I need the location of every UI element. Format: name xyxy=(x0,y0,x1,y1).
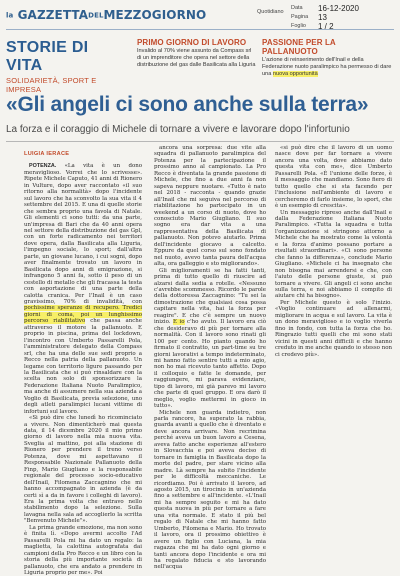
paragraph-text: «La vita è un dono meraviglioso. Vorrei che lo scrivesse». Ripete Michele Caputo, 41 anni di Rionero in Vulture, dopo aver raccontato «il suo ritorno alla normalità» dopo l'incidente sul lavoro che ha sconvolto la sua vita il 4 settembre del 2015. E una di quelle storie che sembra proprio una favola di Natale. Gli elementi ci sono tutti: da una parte, un'impresa di Bari che da 40 anni opera nel settore della distribuzione del gas Gpl, con un forte radicamento nei territori dove opera, dalla Basilicata alla Liguria, l'impegno sociale, lo sport; dall'altra parte, un giovane lucano, i cui sogni, dopo aver finalmente trovato un lavoro in Basilicata dopo anni di emigrazione, si infrangono 5 anni fa, sotto il peso di un cestello di metallo che gli fracassa la testa con asportazione di una parte della calotta cranica. Per l'Inail è un caso gravissimo, 70% di invalidità, con xyxy=(24,163,142,305)
newspaper-logo xyxy=(6,8,206,22)
sheet-label: Foglio xyxy=(291,23,306,29)
article-column-2 xyxy=(154,145,266,571)
paragraph xyxy=(24,163,142,415)
paragraph-text: che passa anche attraverso il motore la pallanuoto. E proprio in piscina, prima del lockdown, l'incontro con Umberto Passarelli Pola, l'amministratore delegato della Compass srl, che ha una delle sue sedi proprio a Recco nella patria della pallanuoto. Un legame con territorio ligure passando per la Basilicata che si può rinsaldare con la scelta non solo di sponsorizzare la Federazione Italiana Nuoto Paralimpico, ma anche di assumere nella sua azienda a Voglio di Basilicata, previa selezione, uno degli atleti paralimpici lucani vittime di infortuni sul lavoro. xyxy=(24,318,142,415)
article-column-1 xyxy=(24,145,142,576)
paragraph: Un messaggio ripreso anche dall'Inail e dalla Federazione Italiana Nuoto Paralimpico. «Tutta la squadra e tutta l'organizzazione si stringono attorno a Michele che ha mostrato come la volontà e la forza d'animo possano portare a risultati straordinari». «Ci sono persone che fanno la differenza», conclude Mario Giugliano. «Michele ci ha insegnato che non bisogna mai arrendersi e che, con l'aiuto delle persone giuste, si può tornare a vivere. Gli angeli ci sono anche sulla terra, e noi abbiamo il compito di aiutare chi ha bisogno». xyxy=(275,209,392,300)
highlighted-text: pochissime speranze di recupero. Tredici giorni di coma, poi un lunghissimo percorso riabilitativo xyxy=(24,305,142,325)
section-subtitle: SOLIDARIETÀ, SPORT E IMPRESA xyxy=(6,76,97,94)
paragraph: La prima grande emozione, ma non sono è finita lì. «Dopo avermi accolto l'Ad Passarelli Pola mi ha dato un regalo: la maglietta, la calottina autografata dai campioni della Pro Recco e un libro con la storia della più importante società di pallanuoto, che era andato a prendere in Liguria proprio per me». Poi xyxy=(24,524,142,576)
dateline: POTENZA. xyxy=(29,163,57,170)
section-title: STORIE DI VITA xyxy=(6,39,89,74)
paragraph: «si può dire che il lavoro di un uomo nasce dove per far tornare a vivere ancora una volta, dove abbiamo dato questa vita con me», dice Umberto Passarelli Pola. «È l'unione delle forze, è il messaggio che mandiamo. Sono fiero di tutto quello che si sta facendo per l'inclusione nell'ambiente di lavoro e cercheremo di farlo insieme, lo sport, che è un esempio di crescita». xyxy=(275,145,392,210)
highlighted-text: nuova opportunità xyxy=(272,70,318,77)
logo-end: MEZZOGIORNO xyxy=(103,8,207,22)
teaser-heading: PASSIONE PER LA PALLANUOTO xyxy=(262,38,336,56)
logo-prefix: la xyxy=(6,11,14,20)
byline: LUIGIA IERACE xyxy=(24,151,70,157)
paragraph xyxy=(154,268,266,410)
paragraph: «Si può dire che lunedì ho ricominciato a vivere. Non dimenticherò mai questa data, il 14 dicembre 2020 il mio primo giorno di lavoro nella mia nuova vita. Sveglia al mattino, poi alla stazione di Rionero per prendere il treno verso Potenza, dove mi aspettavano il Responsabile Nazionale Pallanuoto della Finp, Mario Giugliano e la responsabile regionale del processo socio-educativo dell'Inail, Filomena Zaccagnino che mi hanno accompagnato in azienda (è da certi sì a da in favore i colleghi di lavoro). Era la prima volta che entravo nello stabilimento dopo la selezione. Sulla lavagna nella sala ad accoglierlo la scritta "Benvenuto Michele"». xyxy=(24,415,142,525)
teaser-water-polo xyxy=(262,38,392,77)
date-value: 16-12-2020 xyxy=(318,4,359,13)
date-label: Data xyxy=(291,5,303,11)
masthead xyxy=(6,3,394,31)
article-column-3 xyxy=(275,145,392,358)
highlighted-text: E io xyxy=(173,319,185,326)
article-headline: «Gli angeli ci sono anche sulla terra» xyxy=(6,93,369,116)
source-label: Quotidiano xyxy=(257,9,284,15)
headline-divider xyxy=(6,141,394,142)
teaser-body: Invalido al 70% viene assunto da Compass srl di un imprenditore che opera nel settore della distribuzione del gas dalle Basilicata alla Liguria xyxy=(137,48,256,68)
section-header xyxy=(6,39,126,94)
paragraph: ancora una sorpresa: due vite alla squadra di pallanuoto paralimpica del Potenza per la partecipazione il prossimo anno al campionato. La Pro Recco è diventata la grande passione di Michele, che fino a due anni fa non sapeva neppure nuotare. «Tutto è nato nel 2018 - racconta - quando grazie all'Inail che mi seguiva nel percorso di riabilitazione ho partecipato in un weekend a un corso di nuoto, dove ho conosciuto Mario Giugliano. Il suo sogno era dar vita a una rappresentativa della Basilicata di pallanuoto. Non potevo aiutarlo. Prima dell'incidente giocavo a calcetto. Eppure da quel corso sul sono fondato nel nuoto, avevo tanta paura dell'acqua alta, ora galleggio e sto migliorando». xyxy=(154,145,266,268)
sheet-value: 1 / 2 xyxy=(318,22,334,31)
logo-mid: DEL xyxy=(88,11,104,20)
teaser-body xyxy=(262,57,392,77)
paragraph-text: c'ho avuto. Il lavoro era ciò che desideravo di più per tornare alla normalità. Con il lavoro sono rinati gli 100 per cento. Ho pianto quando ho firmato il contratto, un part-time su tre giorni lavorativi a tempo indeterminato, mi hanno fatto sentire tutti a mio agio, non ho mai ricevuto tanto affetto. Dopo il colloquio e fatte le domande, per raggiungere, mi parava evidenziare, tipo di lavoro, mi già parevo mi lavoro che parte di quel gruppo. E ora darò il meglio, voglio mettermi in gioco in tutto». xyxy=(154,319,267,410)
teaser-first-job xyxy=(137,38,257,68)
teaser-body-text: L'azione di reinserimento dell'Inail e della Federazione nuoto paralimpico ha permesso di dare una xyxy=(262,57,392,77)
page-value: 13 xyxy=(318,13,327,22)
logo-main: GAZZETTA xyxy=(17,8,89,22)
masthead-divider xyxy=(6,29,394,30)
teaser-heading: PRIMO GIORNO DI LAVORO xyxy=(137,38,247,47)
page-label: Pagina xyxy=(291,14,309,20)
paragraph: Per Michele questo è solo l'inizio. «Voglio continuare ad allenarmi, migliorare in acqua e sul lavoro. La vita è un dono meraviglioso e io voglio viverla fino in fondo, con tutta la forza che ho. Ringrazio tutti quelli che mi sono stati vicini in questi anni difficili e che hanno creduto in me anche quando io stesso non ci credevo più». xyxy=(275,299,392,358)
paragraph-text: Gli miglioramenti se ha fatti tanti, prima di tutto quello di riuscire ad alzarsi dalla sedia a rotelle. «Nessuno c'avrebbe scommesso. Ricordo le parole della dottoressa Zaccagnino: "Tu sei la dimostrazione che qualsiasi cosa possa capitare nella vita, hai la forza per reagire". E che c'è sempre un nuovo inizio. xyxy=(154,267,266,326)
article-deck: La forza e il coraggio di Michele di tornare a vivere e lavorare dopo l'infortunio xyxy=(6,124,350,135)
paragraph: Michele non guarda indietro, non parla rancore, ha superato la rabbia, guarda avanti a quello che è diventato e deve ancora arrivare. Non recrimina perché aveva un buon lavoro a Cesena, aveva fatto anche esperienze all'estero in Slovacchia e poi aveva deciso di tornare in famiglia in Basilicata dopo la morte del padre, per stare vicino alla madre. Là sempre ha subito l'incidente per le difficoltà meccaniche. Le ricordiamo. Poi è arrivato il lavoro, ad agosto 2015, un tirocinio in un'azienda fino a settembre e all'incidente. «L'Inail mi ha sempre seguito e mi ha dato questa nuova in più per tornare a fare una vita normale. E stato il più bel regalo di Natale che mi hanno fatto Umberto, Filomena e Mario. Ho trovato il lavoro, ora il prossimo obiettivo è avere un figlio con Luciana, la mia ragazza che mi ha dato ogni giorno e tanti ancora dopo l'incidente e ora mi ha regalato fiducia e sto lavorando nell'acqua xyxy=(154,409,266,571)
